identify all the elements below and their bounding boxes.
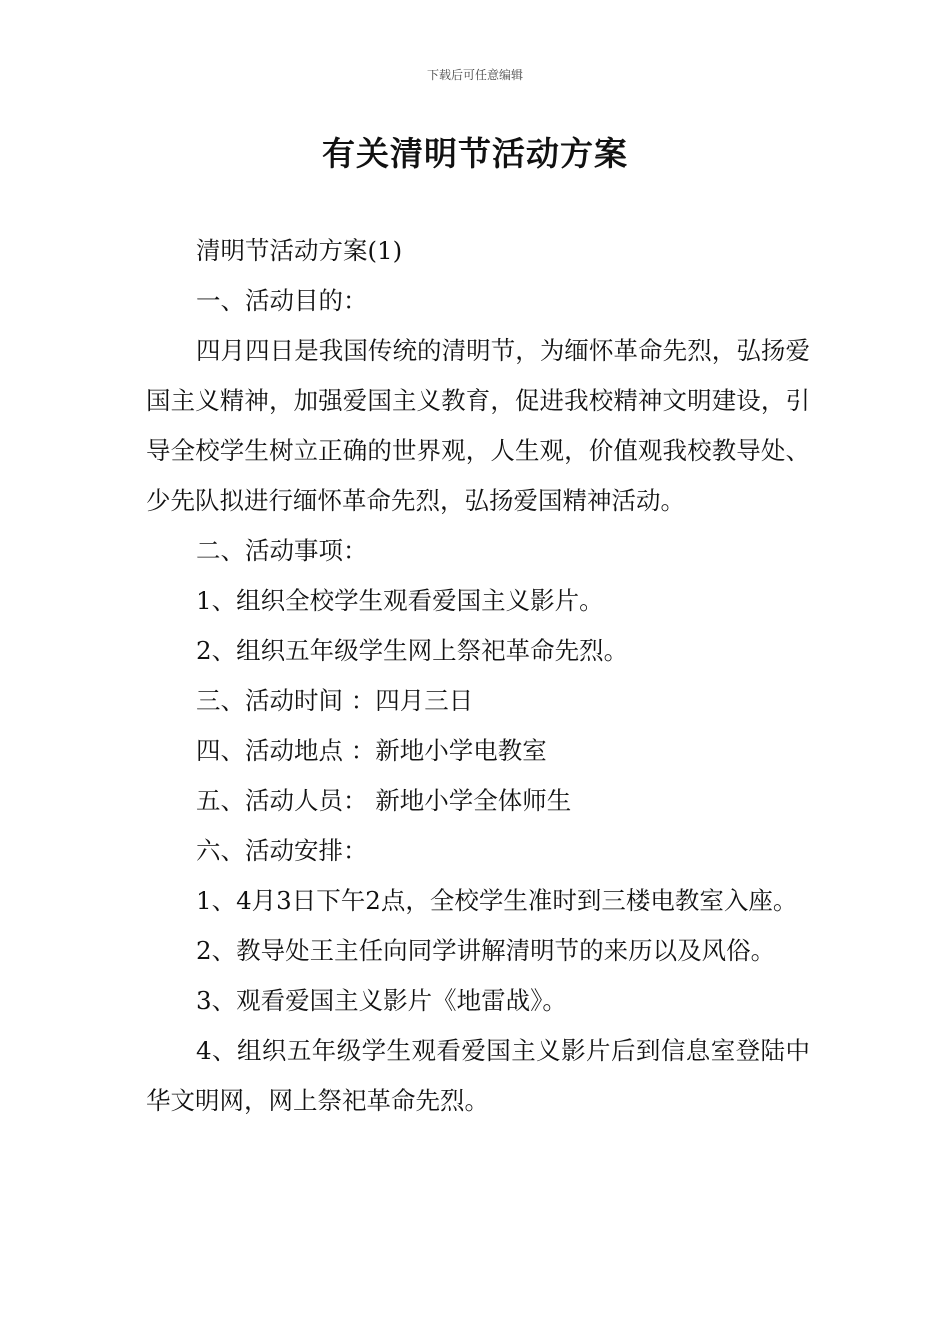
activity-time: 三、活动时间 ：四月三日: [196, 686, 474, 715]
arrangement-2: 2、教导处王主任向同学讲解清明节的来历以及风俗。: [196, 936, 776, 965]
item-1: 1、组织全校学生观看爱国主义影片。: [196, 586, 604, 615]
page-header-note: 下载后可任意编辑: [426, 68, 523, 82]
purpose-paragraph: 四月四日是我国传统的清明节，为缅怀革命先烈，弘扬爱国主义精神，加强爱国主义教育，促进我校精神文明建设，引导全校学生树立正确的世界观，人生观，价值观我校教导处、少先队拟进行缅怀革命先烈，弘扬爱国精神活动。: [146, 336, 810, 515]
arrangement-4: 4、组织五年级学生观看爱国主义影片后到信息室登陆中华文明网，网上祭祀革命先烈。: [146, 1036, 810, 1115]
arrangement-1: 1、4月3日下午2点，全校学生准时到三楼电教室入座。: [196, 886, 798, 915]
section-heading-items: 二、活动事项：: [196, 536, 368, 565]
plan-heading: 清明节活动方案(1): [196, 236, 403, 265]
section-heading-purpose: 一、活动目的：: [196, 286, 368, 315]
document-body: [146, 226, 810, 1126]
activity-location: 四、活动地点 ：新地小学电教室: [196, 736, 547, 765]
document-title: 有关清明节活动方案: [322, 134, 628, 173]
activity-participants: 五、活动人员： 新地小学全体师生: [196, 786, 572, 815]
item-2: 2、组织五年级学生网上祭祀革命先烈。: [196, 636, 629, 665]
arrangement-3: 3、观看爱国主义影片《地雷战》。: [196, 986, 567, 1015]
section-heading-arrangement: 六、活动安排：: [196, 836, 368, 865]
